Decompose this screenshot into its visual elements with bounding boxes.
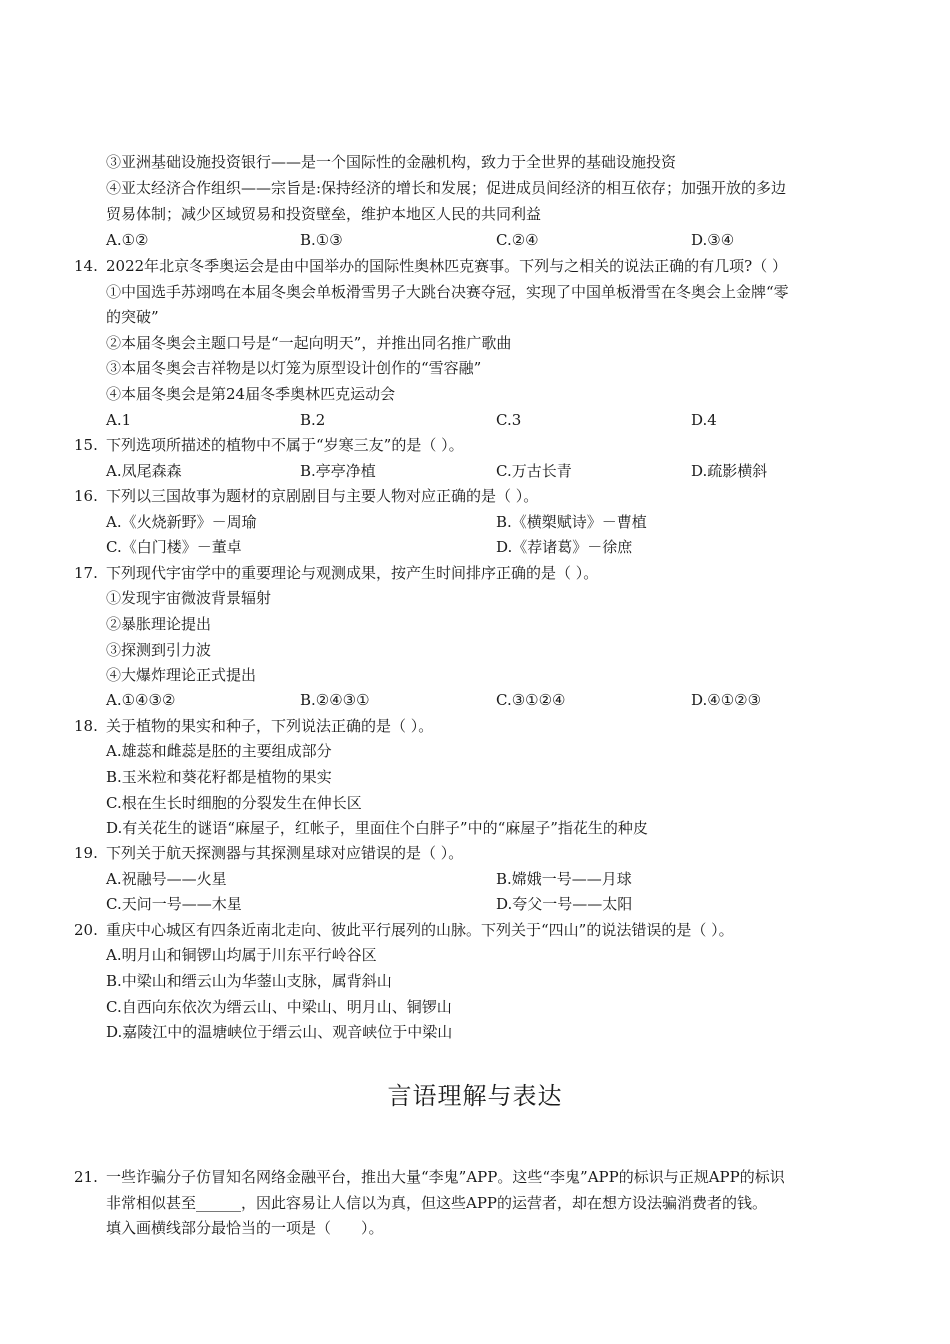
q14-item-1-line1: ①中国选手苏翊鸣在本届冬奥会单板滑雪男子大跳台决赛夺冠，实现了中国单板滑雪在冬奥会上金牌“零 bbox=[106, 283, 789, 301]
q14-option-a[interactable]: A.1 bbox=[106, 411, 132, 429]
q17-item-1: ①发现宇宙微波背景辐射 bbox=[106, 589, 272, 607]
q21-stem-line2: 非常相似甚至______，因此容易让人信以为真，但这些APP的运营者，却在想方设法骗消费者的钱。 bbox=[106, 1194, 768, 1212]
q14-item-2: ②本届冬奥会主题口号是“一起向明天”，并推出同名推广歌曲 bbox=[106, 334, 512, 352]
q17-option-a[interactable]: A.①④③② bbox=[106, 691, 176, 709]
q14-option-d[interactable]: D.4 bbox=[691, 411, 717, 429]
q15-number: 15. bbox=[74, 436, 98, 454]
q18-option-b[interactable]: B.玉米粒和葵花籽都是植物的果实 bbox=[106, 768, 332, 786]
q14-number: 14. bbox=[74, 257, 98, 275]
q16-option-d[interactable]: D.《荐诸葛》－徐庶 bbox=[496, 538, 633, 556]
q13-item-4-line2: 贸易体制；减少区域贸易和投资壁垒，维护本地区人民的共同利益 bbox=[106, 205, 542, 223]
q20-option-c[interactable]: C.自西向东依次为缙云山、中梁山、明月山、铜锣山 bbox=[106, 998, 452, 1016]
q21-number: 21. bbox=[74, 1168, 98, 1186]
q19-stem: 下列关于航天探测器与其探测星球对应错误的是（ ）。 bbox=[106, 844, 464, 862]
q17-option-c[interactable]: C.③①②④ bbox=[496, 691, 566, 709]
q20-stem: 重庆中心城区有四条近南北走向、彼此平行展列的山脉。下列关于“四山”的说法错误的是（ ）。 bbox=[106, 921, 734, 939]
q17-option-d[interactable]: D.④①②③ bbox=[691, 691, 762, 709]
q16-stem: 下列以三国故事为题材的京剧剧目与主要人物对应正确的是（ ）。 bbox=[106, 487, 539, 505]
q16-option-b[interactable]: B.《横槊赋诗》－曹植 bbox=[496, 513, 647, 531]
q13-option-a[interactable]: A.①② bbox=[106, 231, 149, 249]
q17-number: 17. bbox=[74, 564, 98, 582]
q14-option-c[interactable]: C.3 bbox=[496, 411, 522, 429]
q17-item-3: ③探测到引力波 bbox=[106, 641, 212, 659]
q20-option-d[interactable]: D.嘉陵江中的温塘峡位于缙云山、观音峡位于中梁山 bbox=[106, 1023, 453, 1041]
q20-number: 20. bbox=[74, 921, 98, 939]
q19-option-b[interactable]: B.嫦娥一号——月球 bbox=[496, 870, 632, 888]
q19-option-a[interactable]: A.祝融号——火星 bbox=[106, 870, 227, 888]
q18-option-d[interactable]: D.有关花生的谜语“麻屋子，红帐子，里面住个白胖子”中的“麻屋子”指花生的种皮 bbox=[106, 819, 648, 837]
q17-item-2: ②暴胀理论提出 bbox=[106, 615, 212, 633]
section-title: 言语理解与表达 bbox=[387, 1082, 563, 1110]
q21-stem-line3: 填入画横线部分最恰当的一项是（ ）。 bbox=[106, 1219, 384, 1237]
q14-stem: 2022年北京冬季奥运会是由中国举办的国际性奥林匹克赛事。下列与之相关的说法正确的有几项?（ ） bbox=[106, 257, 787, 275]
q18-stem: 关于植物的果实和种子，下列说法正确的是（ ）。 bbox=[106, 717, 434, 735]
q19-number: 19. bbox=[74, 844, 98, 862]
q14-item-3: ③本届冬奥会吉祥物是以灯笼为原型设计创作的“雪容融” bbox=[106, 359, 482, 377]
q13-option-b[interactable]: B.①③ bbox=[300, 231, 343, 249]
q18-option-a[interactable]: A.雄蕊和雌蕊是胚的主要组成部分 bbox=[106, 742, 332, 760]
q17-item-4: ④大爆炸理论正式提出 bbox=[106, 666, 257, 684]
q13-item-3: ③亚洲基础设施投资银行——是一个国际性的金融机构，致力于全世界的基础设施投资 bbox=[106, 153, 677, 171]
q15-option-d[interactable]: D.疏影横斜 bbox=[691, 462, 768, 480]
q15-stem: 下列选项所描述的植物中不属于“岁寒三友”的是（ ）。 bbox=[106, 436, 464, 454]
q21-stem-line1: 一些诈骗分子仿冒知名网络金融平台，推出大量“李鬼”APP。这些“李鬼”APP的标识与正规APP的标识 bbox=[106, 1168, 785, 1186]
q13-option-d[interactable]: D.③④ bbox=[691, 231, 735, 249]
q17-stem: 下列现代宇宙学中的重要理论与观测成果，按产生时间排序正确的是（ ）。 bbox=[106, 564, 599, 582]
q20-option-a[interactable]: A.明月山和铜锣山均属于川东平行岭谷区 bbox=[106, 946, 377, 964]
q17-option-b[interactable]: B.②④③① bbox=[300, 691, 370, 709]
q14-option-b[interactable]: B.2 bbox=[300, 411, 326, 429]
q19-option-c[interactable]: C.天问一号——木星 bbox=[106, 895, 242, 913]
q14-item-1-line2: 的突破” bbox=[106, 308, 159, 326]
q20-option-b[interactable]: B.中梁山和缙云山为华蓥山支脉，属背斜山 bbox=[106, 972, 392, 990]
q15-option-c[interactable]: C.万古长青 bbox=[496, 462, 572, 480]
q14-item-4: ④本届冬奥会是第24届冬季奥林匹克运动会 bbox=[106, 385, 396, 403]
q15-option-b[interactable]: B.亭亭净植 bbox=[300, 462, 376, 480]
q16-number: 16. bbox=[74, 487, 98, 505]
q16-option-a[interactable]: A.《火烧新野》－周瑜 bbox=[106, 513, 257, 531]
q16-option-c[interactable]: C.《白门楼》－董卓 bbox=[106, 538, 242, 556]
q18-number: 18. bbox=[74, 717, 98, 735]
q18-option-c[interactable]: C.根在生长时细胞的分裂发生在伸长区 bbox=[106, 794, 362, 812]
q13-item-4-line1: ④亚太经济合作组织——宗旨是:保持经济的增长和发展；促进成员间经济的相互依存；加强开放的多边 bbox=[106, 179, 787, 197]
q15-option-a[interactable]: A.凤尾森森 bbox=[106, 462, 182, 480]
q13-option-c[interactable]: C.②④ bbox=[496, 231, 539, 249]
q19-option-d[interactable]: D.夸父一号——太阳 bbox=[496, 895, 633, 913]
